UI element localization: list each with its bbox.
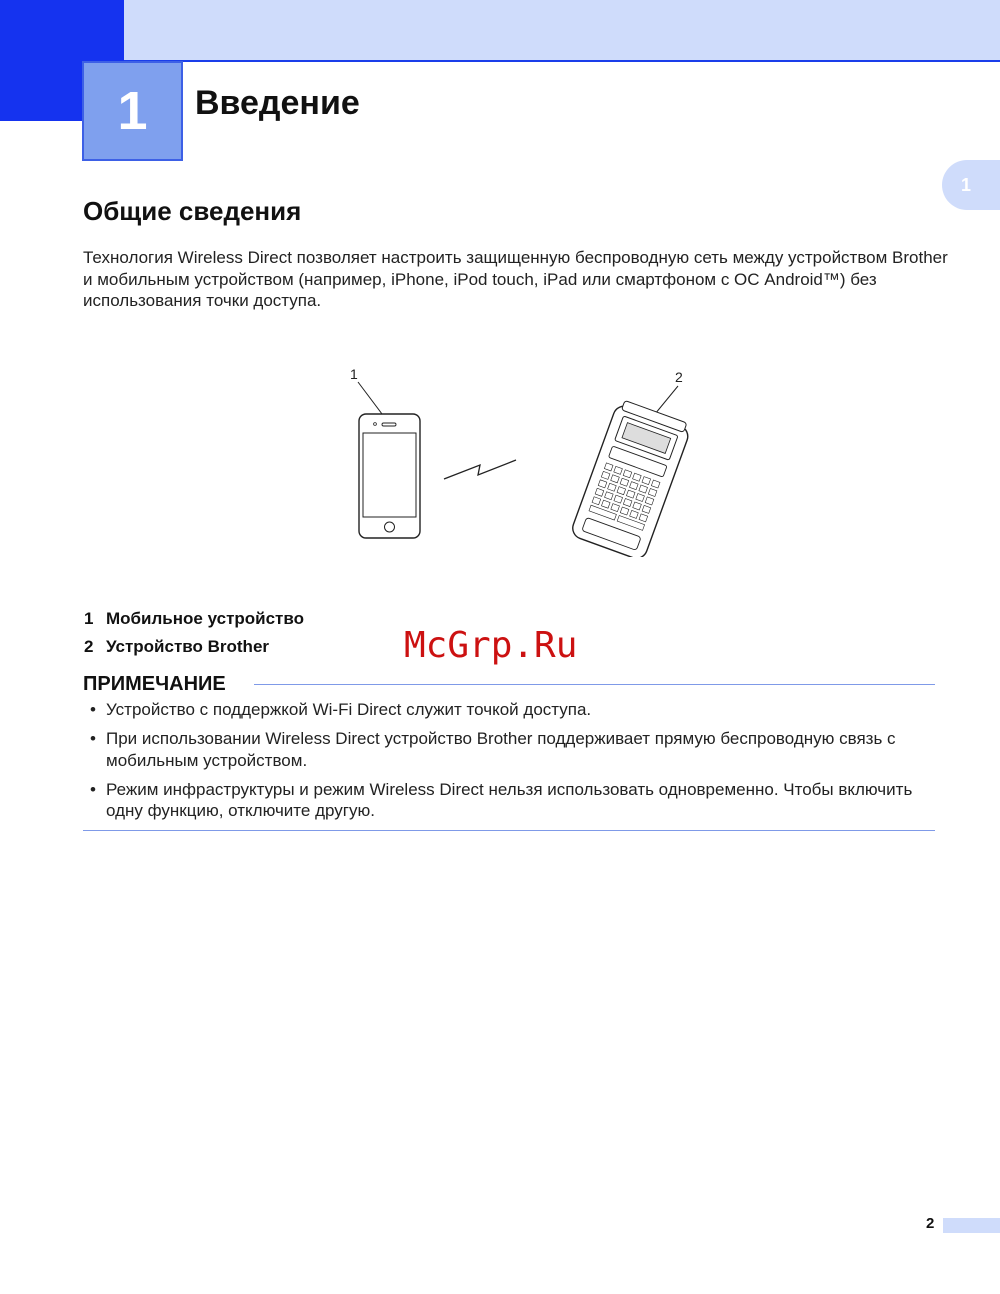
- chapter-number: 1: [82, 61, 183, 161]
- callout-2-label: 2: [675, 369, 683, 385]
- header-rule: [124, 60, 1000, 62]
- intro-paragraph: Технология Wireless Direct позволяет настроить защищенную беспроводную сеть между устройством Brother и мобильным устройством (например, iPhone, iPod touch, iPad или смартфоном с ОС Android™) без использования точки доступа.: [83, 248, 948, 310]
- note-rule-bottom: [83, 830, 935, 831]
- note-title: ПРИМЕЧАНИЕ: [83, 673, 226, 695]
- wireless-direct-illustration: [340, 362, 700, 557]
- side-chapter-tab: 1: [942, 160, 1000, 210]
- wireless-signal-icon: [444, 460, 516, 479]
- note-rule-top: [254, 684, 935, 685]
- smartphone-icon: [359, 414, 420, 538]
- section-title: Общие сведения: [83, 196, 302, 226]
- note-item: • Устройство с поддержкой Wi-Fi Direct служит точкой доступа.: [90, 700, 592, 719]
- callout-1-leader: [358, 382, 382, 414]
- callout-1-label: 1: [350, 366, 358, 382]
- note-item: • Режим инфраструктуры и режим Wireless Direct нельзя использовать одновременно. Чтобы включить одну функцию, отключите другую.: [90, 779, 913, 820]
- page-number: 2: [926, 1215, 935, 1232]
- header-band: [0, 0, 1000, 61]
- note-item: • При использовании Wireless Direct устройство Brother поддерживает прямую беспроводную связь с мобильным устройством.: [90, 729, 896, 770]
- page-tab: [943, 1218, 1000, 1233]
- watermark: McGrp.Ru: [404, 625, 578, 666]
- chapter-title: Введение: [195, 84, 360, 122]
- legend-item-1: 1 Мобильное устройство: [84, 609, 304, 628]
- callout-2-leader: [655, 386, 678, 414]
- note-list: [90, 699, 940, 829]
- legend-item-2: 2 Устройство Brother: [84, 637, 270, 656]
- label-printer-icon: [570, 398, 693, 557]
